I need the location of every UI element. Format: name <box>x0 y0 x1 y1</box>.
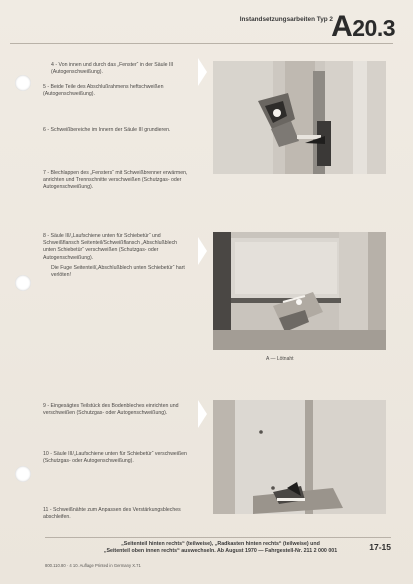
step-9: 9 - Eingesägtes Teilstück des Bodenbleches einrichten und verschweißen (Schutzgas- oder Autogenschweißung). <box>43 403 179 417</box>
photo-image <box>213 400 386 514</box>
footer-line-1: „Seitenteil hinten rechts“ (teilweise), „Radkasten hinten rechts“ (teilweise) und <box>121 541 320 547</box>
step-4: 4 - Von innen und durch das „Fenster“ in der Säule III (Autogenschweißung). <box>51 62 174 76</box>
photo-caption: A — Lötnaht <box>266 356 294 362</box>
step-11: 11 - Schweißnähte zum Anpassen des Verstärkungsbleches abschleifen. <box>43 507 181 521</box>
section-title: Instandsetzungsarbeiten Typ 2 <box>239 16 333 23</box>
pointer-arrow <box>198 400 207 428</box>
step-8: 8 - Säule III/„Laufschiene unten für Schiebetür“ und Schweißflansch Seitenteil/Schweißflansch „Abschlußblech unten Schiebetür“ verschweißen (Schutzgas- oder Autogenschweißung). Die Fuge Seitenteil/„Abschlußblech unten Schiebetür“ hart verlöten! <box>43 233 191 282</box>
step-text: Beide Teile des Abschlußrahmens heftschweißen (Autogenschweißung). <box>43 84 164 98</box>
photo-step-9-11 <box>213 400 386 514</box>
footer-rule <box>45 537 391 538</box>
binder-hole-bottom <box>15 466 31 482</box>
step-7: 7 - Blechlappen des „Fensters“ mit Schweißbrenner erwärmen, anrichten und Trennschnitte verschweißen (Schutzgas- oder Autogenschweißung). <box>43 170 188 191</box>
photo-step-8 <box>213 232 386 350</box>
header-rule <box>10 43 393 44</box>
step-note: Die Fuge Seitenteil/„Abschlußblech unten Schiebetür“ hart verlöten! <box>51 264 185 279</box>
page-number: 17-15 <box>369 542 391 552</box>
binder-hole-top <box>15 75 31 91</box>
step-text: Schweißbereiche im Innern der Säule III grundieren. <box>50 127 171 133</box>
binder-hole-middle <box>15 275 31 291</box>
step-6: 6 - Schweißbereiche im Innern der Säule III grundieren. <box>43 127 171 133</box>
print-imprint: 800.110.80 · 4 10. Auflage Printed in Germany X.71 <box>45 563 141 568</box>
footer-line-2: „Seitenteil oben innen rechts“ auswechseln. Ab August 1970 — Fahrgestell-Nr. 211 2 000 001 <box>103 548 338 554</box>
photo-image <box>213 61 386 174</box>
step-5: 5 - Beide Teile des Abschlußrahmens heftschweißen (Autogenschweißung). <box>43 84 164 98</box>
section-code-number: 20.3 <box>352 15 395 41</box>
pointer-arrow <box>198 237 207 265</box>
photo-step-4 <box>213 61 386 174</box>
photo-image <box>213 232 386 350</box>
step-text: Eingesägtes Teilstück des Bodenbleches einrichten und verschweißen (Schutzgas- oder Autogenschweißung). <box>43 403 179 417</box>
step-10: 10 - Säule III/„Laufschiene unten für Schiebetür“ verschweißen (Schutzgas- oder Autogenschweißung). <box>43 451 187 465</box>
step-text: Von innen und durch das „Fenster“ in der Säule III (Autogenschweißung). <box>51 62 174 76</box>
step-text: Säule III/„Laufschiene unten für Schiebetür“ verschweißen (Schutzgas- oder Autogenschweißung). <box>43 451 187 465</box>
step-text: Schweißnähte zum Anpassen des Verstärkungsbleches abschleifen. <box>43 507 181 521</box>
step-text: Blechlappen des „Fensters“ mit Schweißbrenner erwärmen, anrichten und Trennschnitte verschweißen (Schutzgas- oder Autogenschweißung). <box>43 170 188 191</box>
section-code-letter: A <box>331 10 353 43</box>
footer-description <box>78 541 363 555</box>
step-text: Säule III/„Laufschiene unten für Schiebetür“ und Schweißflansch Seitenteil/Schweißflansch „Abschlußblech unten Schiebetür“ verschweißen (Schutzgas- oder Autogenschweißung). <box>43 233 178 261</box>
pointer-arrow <box>198 58 207 86</box>
